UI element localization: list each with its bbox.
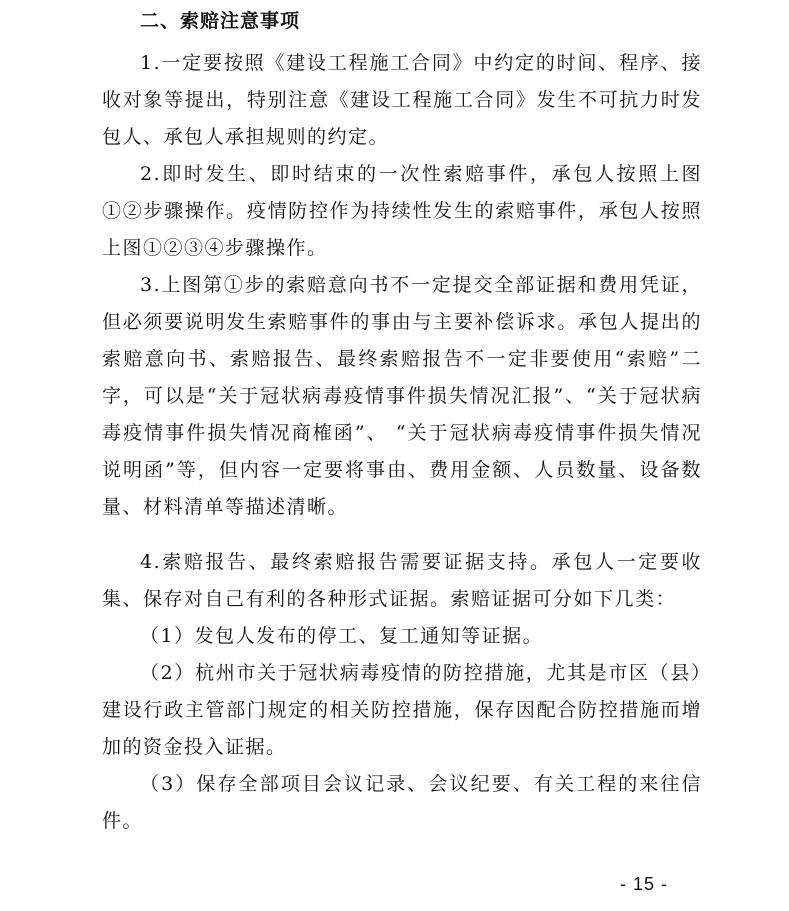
- page-number: - 15 -: [620, 874, 669, 894]
- paragraph-item-4: 4.索赔报告、最终索赔报告需要证据支持。承包人一定要收集、保存对自己有利的各种形式证据。索赔证据可分如下几类：: [102, 551, 702, 610]
- paragraph-item-1: 1.一定要按照《建设工程施工合同》中约定的时间、程序、接收对象等提出，特别注意《建设工程施工合同》发生不可抗力时发包人、承包人承担规则的约定。: [102, 52, 702, 148]
- evidence-item-3: （3）保存全部项目会议记录、会议纪要、有关工程的来往信件。: [102, 773, 702, 832]
- evidence-item-2: （2）杭州市关于冠状病毒疫情的防控措施，尤其是市区（县）建设行政主管部门规定的相关防控措施，保存因配合防控措施而增加的资金投入证据。: [102, 662, 702, 758]
- evidence-item-1: （1）发包人发布的停工、复工通知等证据。: [140, 625, 544, 647]
- paragraph-item-2: 2.即时发生、即时结束的一次性索赔事件，承包人按照上图①②步骤操作。疫情防控作为持续性发生的索赔事件，承包人按照上图①②③④步骤操作。: [102, 163, 702, 259]
- section-heading: 二、索赔注意事项: [140, 10, 301, 32]
- paragraph-item-3: 3.上图第①步的索赔意向书不一定提交全部证据和费用凭证，但必须要说明发生索赔事件的事由与主要补偿诉求。承包人提出的索赔意向书、索赔报告、最终索赔报告不一定非要使用“索赔”二字，可以是“关于冠状病毒疫情事件损失情况汇报”、“关于冠状病毒疫情事件损失情况商榷函”、 “关于冠状病毒疫情事件损失情况说明函”等，但内容一定要将事由、费用金额、人员数量、设备数量、材料清单等描述清晰。: [102, 274, 702, 518]
